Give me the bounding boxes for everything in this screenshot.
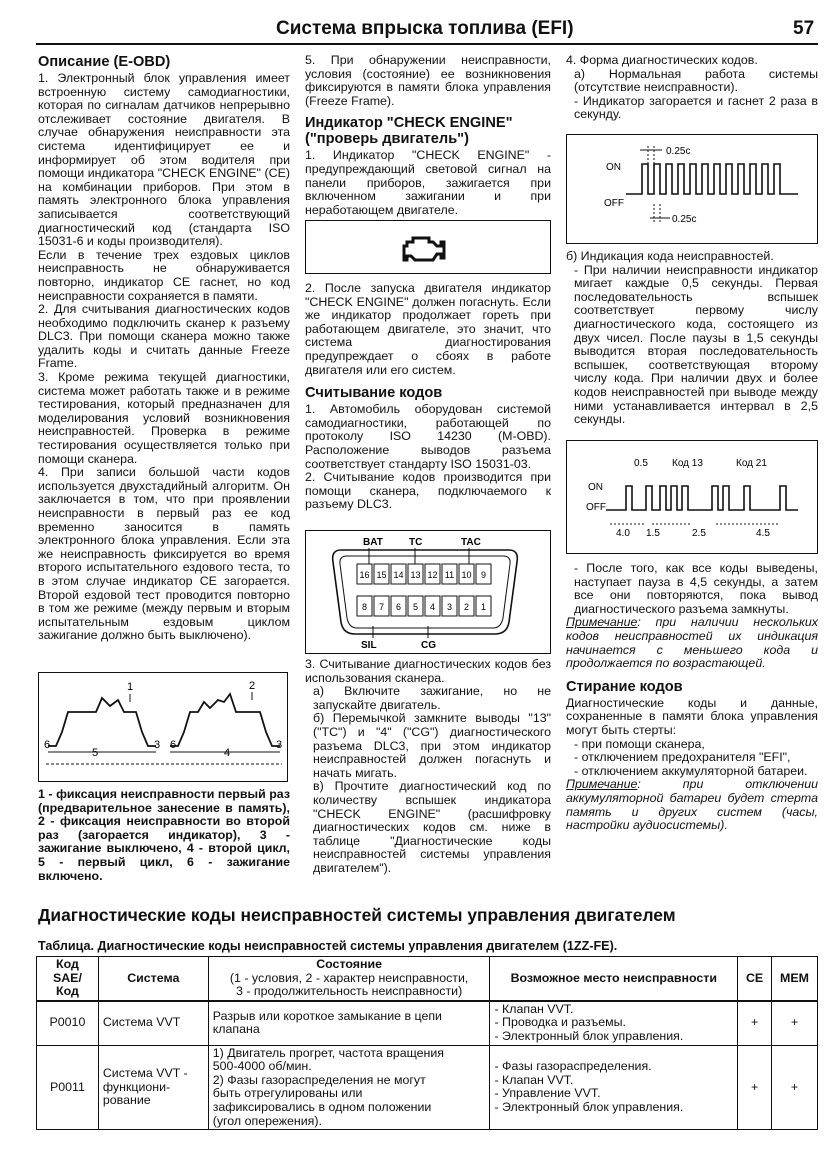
check-engine-text-1: 1. Индикатор "CHECK ENGINE" - предупреждающий световой сигнал на панели приборов, зажигается при включенном зажигании и при неработающем двигателе.	[305, 148, 551, 217]
fig-label-4: 4	[224, 747, 231, 759]
wave2-interval-15: 1.5	[646, 528, 660, 539]
connector-top-row	[357, 564, 491, 584]
dtc-mem: +	[772, 1001, 818, 1045]
connector-pin-number: 7	[378, 602, 385, 612]
column-right-3	[566, 562, 818, 833]
wave2-on-label: ON	[588, 482, 603, 493]
table-row	[37, 1001, 818, 1045]
fault-blink-text: - При наличии неисправности индикатор мигает каждые 0,5 секунды. Первая последовательность вспышек соответствует первому числу диагностического кода, состоящего из двух чисел. После паузы в 1,5 секунды выводится вторая последовательность вспышек, соответствующая второму числу кода. При наличии двух и более кодов неисправностей при выводе между ними устанавливается интервал в 2,5 секунды.	[574, 262, 818, 427]
pause-text: - После того, как все коды выведены, наступает пауза в 4,5 секунды, а затем все они повторяются, пока вывод диагностического разъема замкнуты.	[574, 561, 818, 616]
connector-pin-number: 1	[480, 602, 487, 612]
reading-step-a: а) Включите зажигание, но не запускайте двигатель.	[313, 684, 551, 712]
normal-blink-text: - Индикатор загорается и гаснет 2 раза в секунду.	[574, 93, 818, 122]
fig-label-3a: 3	[154, 739, 161, 751]
connector-pin-number: 3	[446, 602, 453, 612]
normal-blink-waveform	[626, 164, 798, 194]
pin-label-tc: TC	[409, 537, 423, 548]
connector-pin-number: 8	[361, 602, 368, 612]
dtc-table	[36, 956, 818, 1130]
dtc-system: Система VVT - функциони- рование	[98, 1045, 208, 1130]
column-middle-2	[305, 282, 551, 512]
dtc-place: - Клапан VVT. - Проводка и разъемы. - Электронный блок управления.	[490, 1001, 738, 1045]
dtc-ce: +	[738, 1045, 772, 1130]
fig-label-6b: 6	[170, 739, 177, 751]
wave2-interval-40: 4.0	[616, 528, 630, 539]
wave2-interval-45: 4.5	[756, 528, 770, 539]
normal-waveform-figure	[566, 134, 818, 244]
column-right	[566, 54, 818, 122]
wave2-code-21: Код 21	[736, 458, 767, 469]
check-engine-text-2: 2. После запуска двигателя индикатор "CHECK ENGINE" должен погаснуть. Если же индикатор продолжает гореть при работающем двигателе, это значит, что система диагностирования предупреждает о сбоях в работе двигателя или его систем.	[305, 281, 551, 377]
dlc3-connector-figure	[305, 530, 551, 654]
note-battery	[566, 778, 818, 832]
header-code: Код SAE/ Код	[37, 957, 99, 1001]
fault-code-waveform	[606, 486, 798, 510]
table-caption: Таблица. Диагностические коды неисправностей системы управления двигателем (1ZZ-FE).	[38, 939, 618, 953]
wave1-top-interval: 0.25с	[666, 146, 691, 157]
note-multiple-codes	[566, 616, 818, 670]
connector-pin-number: 14	[393, 570, 404, 580]
header-title: Система впрыска топлива (EFI)	[276, 18, 574, 39]
wave2-interval-25: 2.5	[692, 528, 706, 539]
connector-pin-number: 11	[444, 570, 455, 580]
reading-text-1: 1. Автомобиль оборудован системой самодиагностики, работающей по протоколу ISO 14230 (M-OBD). Расположение выводов разъема соответствует стандарту ISO 15031-03.	[305, 402, 551, 471]
header-rule	[36, 43, 818, 45]
note-label: Примечание	[566, 777, 638, 792]
heading-erasing: Стирание кодов	[566, 678, 683, 695]
column-left	[38, 54, 290, 643]
dtc-system: Система VVT	[98, 1001, 208, 1045]
note-body: : при наличии нескольких кодов неисправностей их индикация начинается с меньшего кода и продолжается по возрастающей.	[566, 615, 818, 671]
connector-pin-number: 10	[461, 570, 472, 580]
column-right-2	[566, 250, 818, 427]
erase-method-scanner: - при помощи сканера,	[574, 736, 705, 751]
dtc-ce: +	[738, 1001, 772, 1045]
figure-caption: 1 - фиксация неисправности первый раз (предварительное занесение в память), 2 - фиксация неисправности во второй раз (загорается индикатор), 3 - зажигание выключено, 4 - второй цикл, 5 - первый цикл, 6 - зажигание включено.	[38, 787, 290, 883]
erase-method-battery: - отключением аккумуляторной батареи.	[574, 763, 808, 778]
page-number: 57	[793, 18, 815, 39]
fig-label-6a: 6	[44, 739, 51, 751]
heading-check-engine-ru: ("проверь двигатель")	[305, 131, 469, 148]
running-header	[0, 16, 834, 44]
reading-text-3: 3. Считывание диагностических кодов без использования сканера.	[305, 657, 551, 685]
check-engine-icon	[404, 238, 444, 260]
fault-waveform-figure	[566, 440, 818, 554]
heading-description: Описание (E-OBD)	[38, 54, 171, 70]
reading-text-2: 2. Считывание кодов производится при помощи сканера, подключаемого к разъему DLC3.	[305, 470, 551, 512]
fault-indication-text: б) Индикация кода неисправностей.	[566, 249, 774, 263]
header-place: Возможное место неисправности	[490, 957, 738, 1001]
dtc-condition: Разрыв или короткое замыкание в цепи клапана	[208, 1001, 490, 1045]
column-middle-3	[305, 658, 551, 876]
dtc-code: P0011	[37, 1045, 99, 1130]
pin-label-bat: BAT	[363, 537, 383, 548]
engine-icon-panel	[305, 220, 551, 274]
connector-pin-number: 6	[395, 602, 402, 612]
wave1-on-label: ON	[606, 162, 621, 173]
column-middle	[305, 54, 551, 217]
note-body: : при отключении аккумуляторной батареи будет стерта память и других систем (часы, настройки аудиосистемы).	[566, 777, 818, 833]
reading-step-b: б) Перемычкой замкните выводы "13" ("TC") и "4" ("CG") диагностического разъема DLC3, при этом индикатор неисправностей должен погаснуть и начать мигать.	[313, 711, 551, 780]
table-header-row	[37, 957, 818, 1001]
connector-pin-number: 12	[427, 570, 438, 580]
pin-label-cg: CG	[421, 640, 436, 651]
connector-pin-number: 2	[463, 602, 470, 612]
wave1-off-label: OFF	[604, 198, 624, 209]
wave2-code-13: Код 13	[672, 458, 703, 469]
wave2-off-label: OFF	[586, 502, 606, 513]
connector-pin-number: 16	[359, 570, 370, 580]
fig-label-3b: 3	[276, 739, 283, 751]
pin-label-sil: SIL	[361, 640, 377, 651]
erasing-text: Диагностические коды и данные, сохраненные в памяти блока управления могут быть стерты:	[566, 695, 818, 737]
connector-bottom-row	[357, 596, 491, 616]
header-mem: MEM	[772, 957, 818, 1001]
section-title: Диагностические коды неисправностей системы управления двигателем	[38, 905, 676, 925]
fig-label-2: 2	[249, 680, 256, 692]
header-system: Система	[98, 957, 208, 1001]
fig-label-1: 1	[127, 681, 134, 693]
heading-check-engine: Индикатор "CHECK ENGINE"	[305, 115, 513, 132]
connector-pin-number: 5	[412, 602, 419, 612]
heading-reading: Считывание кодов	[305, 385, 443, 402]
dtc-code: P0010	[37, 1001, 99, 1045]
connector-pin-number: 4	[429, 602, 436, 612]
fig-label-5: 5	[92, 747, 99, 759]
freeze-frame-text: 5. При обнаружении неисправности, условия (состояние) ее возникновения фиксируются в памяти блока управления (Freeze Frame).	[305, 53, 551, 108]
connector-pin-number: 15	[376, 570, 387, 580]
description-text: 1. Электронный блок управления имеет встроенную систему самодиагностики, которая по сигналам датчиков непрерывно отслеживает состояние двигателя. В случае обнаружения неисправности эта система идентифицирует ее и информирует об этом водителя при помощи индикатора "CHECK ENGINE" (CE) на комбинации приборов. При этом в память электронного блока управления записывается соответствующий диагностический код (стандарта ISO 15031-6 и коды производителя). Если в течение трех ездовых циклов неисправность не обнаруживается повторно, индикатор CE гаснет, но код неисправности сохраняется в памяти. 2. Для считывания диагностических кодов необходимо подключить сканер к разъему DLC3. При помощи сканера можно также удалить коды и считать данные Freeze Frame. 3. Кроме режима текущей диагностики, система может работать также и в режиме тестирования, который предназначен для моделирования условий возникновения неисправностей. Проверка в режиме тестирования осуществляется только при помощи сканера. 4. При записи большой части кодов используется двухстадийный алгоритм. Он заключается в том, что при проявлении неисправности в первый раз ее код временно заносится в память электронного блока управления. Если эта же неисправность фиксируется во время второго испытательного ездового теста, то в этом случае индикатор CE загорается. Второй ездовой тест проводится повторно в том же режиме (между первым и вторым испытательным ездовым циклом зажигание должно быть выключено).	[38, 71, 290, 643]
wave1-bottom-interval: 0.25с	[672, 214, 697, 225]
code-form-text: 4. Форма диагностических кодов.	[566, 53, 758, 67]
connector-pin-number: 13	[410, 570, 421, 580]
dtc-condition: 1) Двигатель прогрет, частота вращения 500-4000 об/мин. 2) Фазы газораспределения не могут быть отрегулированы или зафиксировались в одном положении (угол опережения).	[208, 1045, 490, 1130]
pin-label-tac: TAC	[461, 537, 481, 548]
erase-method-fuse: - отключением предохранителя "EFI",	[574, 750, 791, 765]
figure-caption-block	[38, 788, 290, 883]
header-condition: Состояние (1 - условия, 2 - характер неисправности, 3 - продолжительность неисправности)	[208, 957, 490, 1001]
wave2-interval-05: 0.5	[634, 458, 648, 469]
normal-operation-text: а) Нормальная работа системы (отсутствие неисправности).	[574, 66, 818, 95]
dtc-place: - Фазы газораспределения. - Клапан VVT. - Управление VVT. - Электронный блок управления.	[490, 1045, 738, 1130]
dtc-mem: +	[772, 1045, 818, 1130]
reading-step-c: в) Прочтите диагностический код по количеству вспышек индикатора "CHECK ENGINE" (расшифровку диагностических кодов см. ниже в таблице "Диагностические коды неисправностей системы управления двигателем").	[313, 779, 551, 875]
table-row	[37, 1045, 818, 1130]
note-label: Примечание	[566, 615, 638, 630]
test-cycle-figure	[38, 672, 288, 782]
connector-pin-number: 9	[480, 570, 487, 580]
header-ce: CE	[738, 957, 772, 1001]
